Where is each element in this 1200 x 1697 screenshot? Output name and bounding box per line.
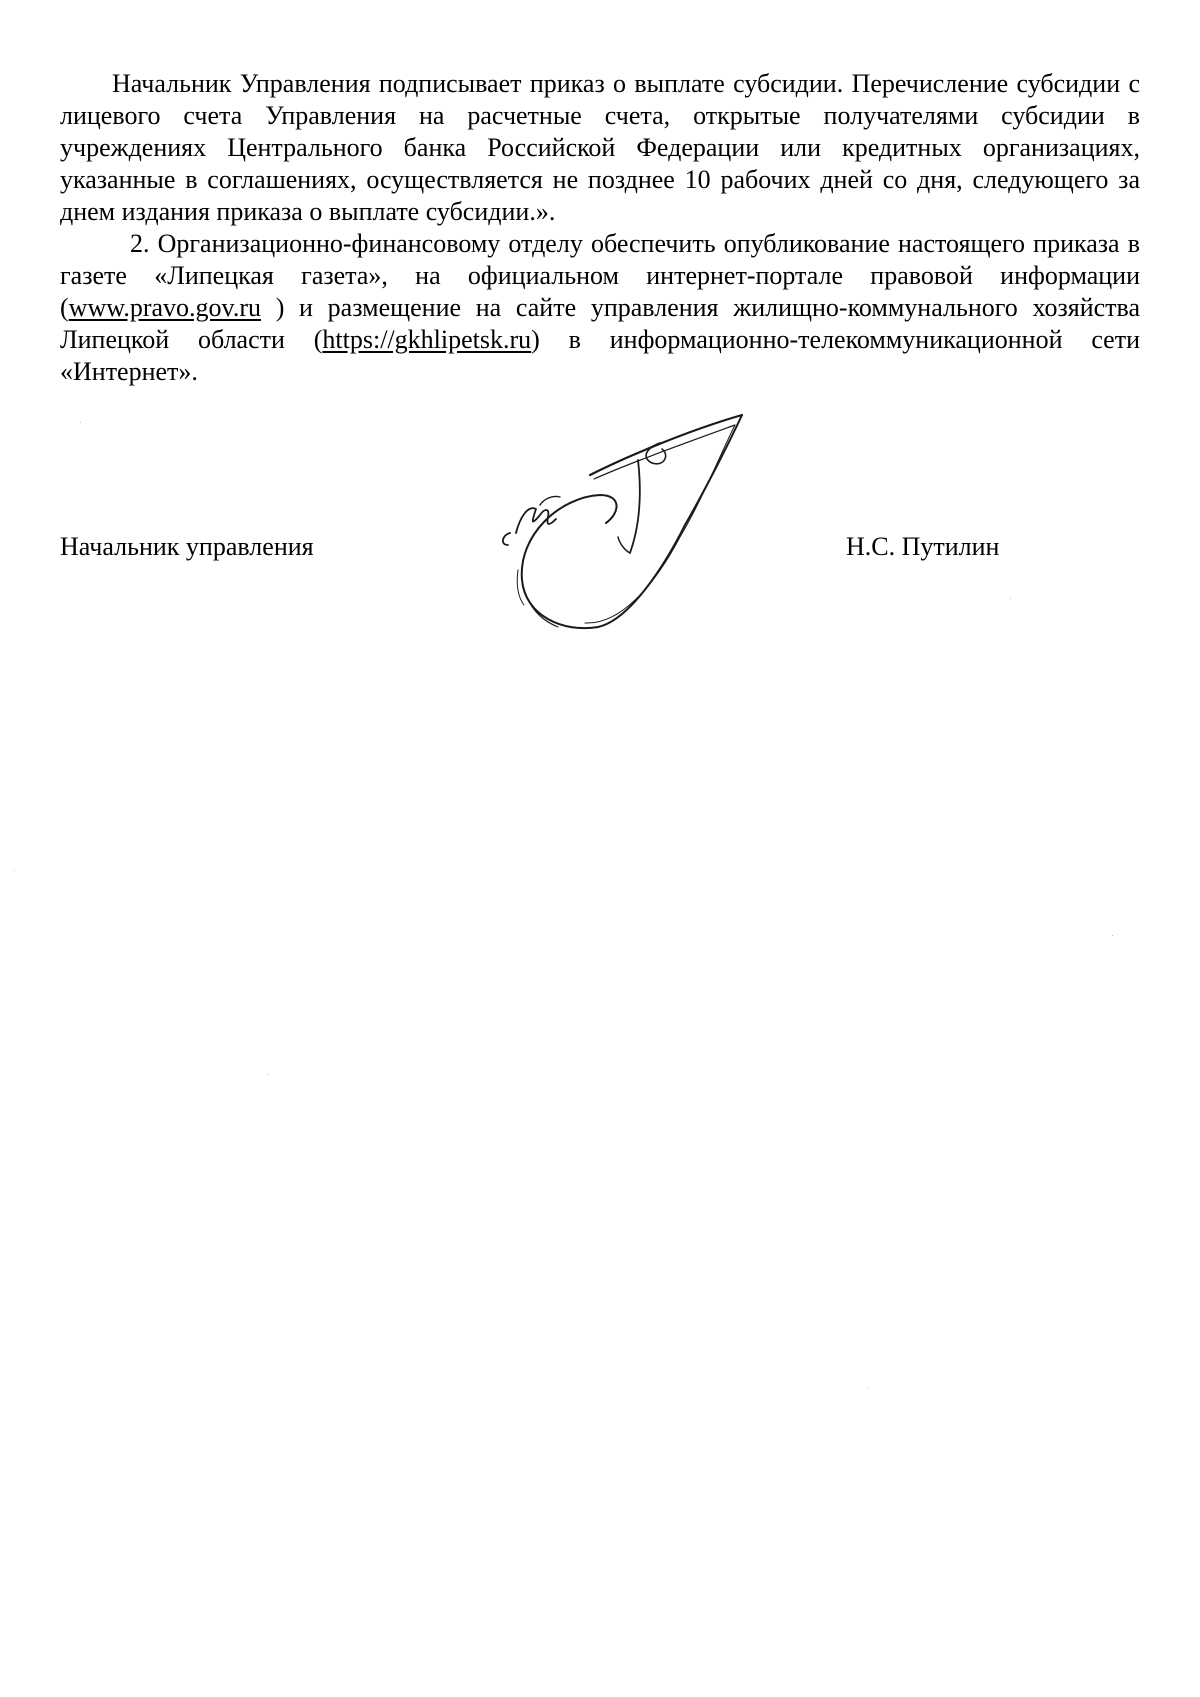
scan-speck — [268, 1074, 269, 1075]
signatory-name: Н.С. Путилин — [846, 532, 1000, 561]
paragraph-subsidy-payment: Начальник Управления подписывает приказ о выплате субсидии. Перечисление субсидии с лицевого счета Управления на расчетные счета, открытые получателями субсидии в учреждениях Центрального банка Российской Федерации или кредитных организациях, указанные в соглашениях, осуществляется не позднее 10 рабочих дней со дня, следующего за днем издания приказа о выплате субсидии.». — [60, 69, 1140, 226]
pravo-gov-link[interactable]: www.pravo.gov.ru — [68, 293, 261, 322]
scan-speck — [80, 422, 81, 423]
paragraph-publication-part2: ) и размещение на сайте управления жилищно-коммунального хозяйства Липецкой области ( — [60, 293, 1140, 354]
paragraph-publication-part1: 2. Организационно-финансовому отделу обеспечить опубликование настоящего приказа в газете «Липецкая газета», на официальном интернет-портале правовой информации ( — [60, 229, 1140, 322]
scan-speck — [1112, 935, 1113, 936]
gkhlipetsk-link[interactable]: https://gkhlipetsk.ru — [322, 325, 532, 354]
paragraph-publication — [60, 228, 1140, 388]
signatory-position: Начальник управления — [60, 532, 314, 561]
scan-speck — [14, 870, 15, 871]
paragraph-publication-part3: ) в информационно-телекоммуникационной сети «Интернет». — [60, 325, 1140, 386]
handwritten-signature-icon — [480, 405, 760, 685]
document-body — [60, 68, 1140, 388]
scan-speck — [1010, 598, 1011, 599]
scan-speck — [868, 1388, 869, 1389]
